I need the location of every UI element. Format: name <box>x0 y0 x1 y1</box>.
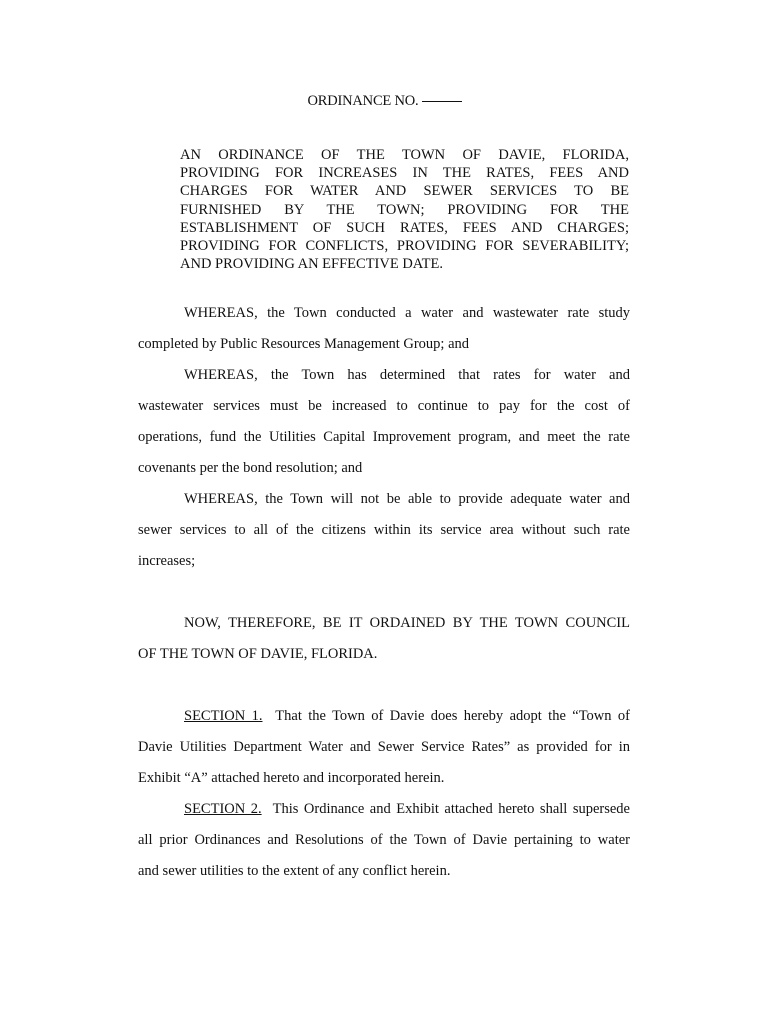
paragraph-line: increases; <box>138 553 196 569</box>
paragraph-line: Exhibit “A” attached hereto and incorporated herein. <box>138 770 445 786</box>
section-2-heading: SECTION 2. <box>184 801 262 817</box>
paragraph-line: sewer services to all of the citizens within its service area without such rate <box>138 522 630 538</box>
paragraph-line: WHEREAS, the Town conducted a water and wastewater rate study <box>184 305 630 321</box>
paragraph-line <box>138 794 630 825</box>
caption-line: ESTABLISHMENT OF SUCH RATES, FEES AND CHARGES; <box>180 219 629 236</box>
section-2-first-line: This Ordinance and Exhibit attached hereto shall supersede <box>272 801 630 817</box>
paragraph-line: WHEREAS, the Town has determined that rates for water and <box>184 367 630 383</box>
ordinance-title-text: ORDINANCE NO. <box>307 93 419 109</box>
paragraph-line: NOW, THEREFORE, BE IT ORDAINED BY THE TOWN COUNCIL <box>184 615 630 631</box>
section-2 <box>138 794 630 887</box>
paragraph-line: completed by Public Resources Management Group; and <box>138 336 470 352</box>
section-1-heading: SECTION 1. <box>184 708 263 724</box>
paragraph-line: wastewater services must be increased to continue to pay for the cost of <box>138 398 630 414</box>
caption-line: PROVIDING FOR CONFLICTS, PROVIDING FOR SEVERABILITY; <box>180 238 629 255</box>
section-1 <box>138 701 630 794</box>
ordained-clause <box>138 608 630 670</box>
paragraph-line: Davie Utilities Department Water and Sewer Service Rates” as provided for in <box>138 739 630 755</box>
whereas-paragraph-1 <box>138 298 630 360</box>
caption-line: CHARGES FOR WATER AND SEWER SERVICES TO BE <box>180 183 629 200</box>
section-1-first-line: That the Town of Davie does hereby adopt the “Town of <box>275 708 630 724</box>
ordinance-caption <box>180 146 629 273</box>
whereas-paragraph-2 <box>138 360 630 484</box>
paragraph-line: all prior Ordinances and Resolutions of the Town of Davie pertaining to water <box>138 832 630 848</box>
caption-line: PROVIDING FOR INCREASES IN THE RATES, FEES AND <box>180 165 629 182</box>
paragraph-line: covenants per the bond resolution; and <box>138 460 363 476</box>
ordinance-number-blank <box>422 101 462 102</box>
paragraph-line <box>138 701 630 732</box>
ordinance-title <box>0 93 770 110</box>
caption-line: AND PROVIDING AN EFFECTIVE DATE. <box>180 256 444 273</box>
caption-line: FURNISHED BY THE TOWN; PROVIDING FOR THE <box>180 201 629 218</box>
paragraph-line: WHEREAS, the Town will not be able to provide adequate water and <box>184 491 630 507</box>
whereas-paragraph-3 <box>138 484 630 577</box>
paragraph-line: and sewer utilities to the extent of any conflict herein. <box>138 863 451 879</box>
caption-line: AN ORDINANCE OF THE TOWN OF DAVIE, FLORIDA, <box>180 147 629 163</box>
paragraph-line: operations, fund the Utilities Capital Improvement program, and meet the rate <box>138 429 630 445</box>
paragraph-line: OF THE TOWN OF DAVIE, FLORIDA. <box>138 646 378 662</box>
